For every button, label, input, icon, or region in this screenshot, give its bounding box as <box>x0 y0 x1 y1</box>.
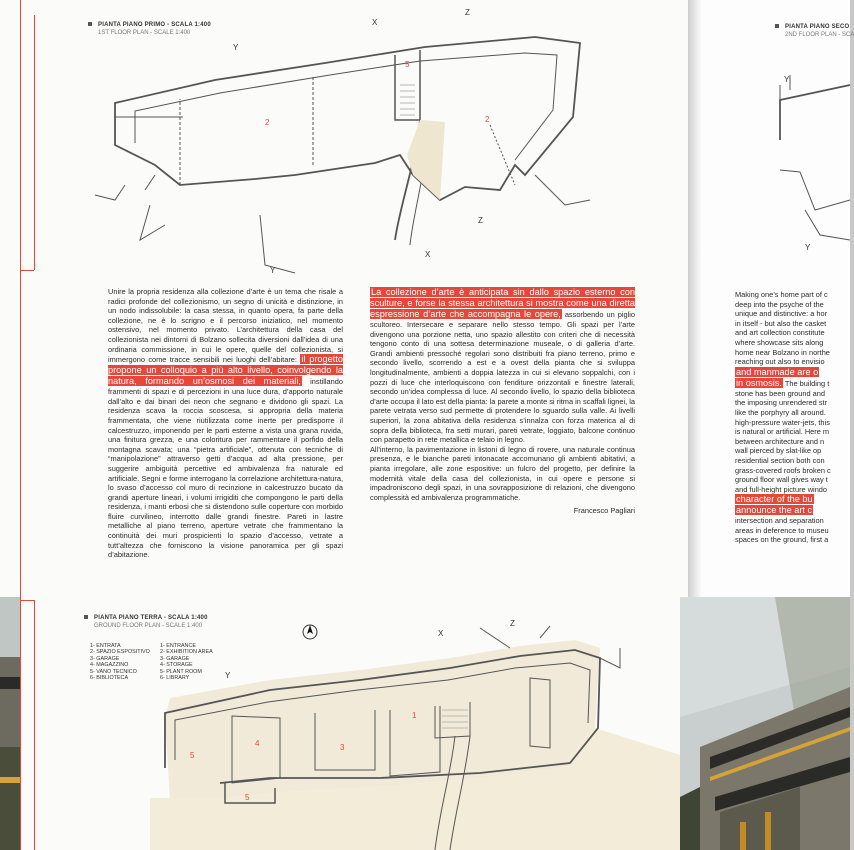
text-line: between architecture and n <box>735 436 825 446</box>
column-2-paragraph-2: All’interno, la pavimentazione in listoni di legno di rovere, una naturale continua presenza, e le bianche pareti intonacate accomunano gli ambienti abitativi, a pianta irregolare, alle zone espositive: un fulcro del progetto, per definire la modernità vitale della casa del collezionista, in cui opere e persone si impadroniscono degli spazi, in una sovrapposizione di relazioni, che divengono complessità ed ambivalenza programmatiche. <box>370 444 635 502</box>
text-highlight: and manmade are o <box>736 366 819 377</box>
margin-marker-line <box>20 600 34 601</box>
legend-item: 4- MAGAZZINO <box>90 662 129 669</box>
text-line: home near Bolzano in northe <box>735 347 830 357</box>
section-marker: X <box>438 629 444 638</box>
margin-marker-line <box>34 600 35 850</box>
header-bullet <box>84 615 88 619</box>
section-marker: Y <box>805 243 811 252</box>
text-line: spaces on the ground, first a <box>735 535 829 545</box>
room-number: 3 <box>340 743 345 752</box>
text-line: wall pierced by slat-like op <box>735 446 822 456</box>
text-line: the imposing unrendered str <box>735 398 828 408</box>
article-column-1 <box>108 287 343 560</box>
section-marker: Z <box>465 8 470 17</box>
legend-item: 3- GARAGE <box>90 655 120 662</box>
header-bullet <box>775 24 779 28</box>
text-line: areas in deference to museu <box>735 525 829 535</box>
legend-item: 1- ENTRANCE <box>160 643 196 649</box>
plan-title: PIANTA PIANO SECO <box>785 24 850 30</box>
legend-item: 2- SPAZIO ESPOSITIVO <box>90 649 150 656</box>
room-number: 5 <box>245 793 250 802</box>
room-number: 5 <box>190 751 195 760</box>
text-line: where showcase sits along <box>735 337 824 347</box>
legend-item: 3- GARAGE <box>160 655 190 662</box>
section-marker: Y <box>233 43 239 52</box>
text-line: like the porphyry all around. <box>735 407 826 417</box>
text-line: ground floor wall gives way t <box>735 475 828 485</box>
legend-item: 6- BIBLIOTECA <box>90 675 129 682</box>
text-line: stone has been ground and <box>735 388 825 398</box>
plan-title: PIANTA PIANO TERRA - SCALA 1:400 <box>94 615 208 621</box>
first-floor-plan-drawing <box>95 8 595 275</box>
building-photo-right <box>680 597 850 850</box>
plan-legend-italian <box>90 643 150 681</box>
text-line: Making one’s home part of c <box>735 290 828 299</box>
text-highlight: in osmosis. <box>736 377 782 388</box>
legend-item: 5- VANO TECNICO <box>90 668 137 675</box>
section-marker: Z <box>478 216 483 225</box>
plan-title: PIANTA PIANO PRIMO - SCALA 1:400 <box>98 22 211 28</box>
section-marker: X <box>425 250 431 259</box>
text-highlight: announce the art c <box>736 505 813 516</box>
second-floor-plan-drawing <box>770 60 850 260</box>
column-1-highlight: il progetto propone un colloquio a più alto livello, coinvolgendo la natura, formando un’osmosi dei materiali, <box>108 354 343 387</box>
column-1-intro: Unire la propria residenza alla collezione d’arte è un tema che risale a radici profonde del collezionismo, un segno di unicità e distinzione, in un nodo indissolubile: la casa stessa, in quanto opera, fa parte della collezione, ne è lo scrigno e il percorso iniziatico, nel momento ostensivo, nel momento privato. L’architettura della casa del collezionista nei dintorni di Bolzano sollecita diversioni dall’idea di una ordinaria commissione, in cui le opere, quelle del collezionista, si immergono come tracce sensibili nei luoghi dell’abitare: <box>108 287 343 365</box>
column-2-body: assorbendo un piglio scultoreo. Intersecare e separare nello stesso tempo. Gli spazi per l’arte divengono una porzione netta, uno spazio allestito con criteri che di necessità tengono conto di una sottesa determinazione museale, o di galleria d’arte. Grandi ambienti pressoché regolari sono distribuiti fra piano terreno, primo e secondo livello, scorrendo a est e a ovest della pianta che si sviluppa longitudinalmente, ambienti a doppia latezza in cui si elevano soppalchi, con i pozzi di luce che interloquiscono con fenditure orizzontali e finestre laterali, secondo un’idea complessa di luce. Al secondo livello, lo spazio della biblioteca d’arte occupa il lato est della pianta: la parete a monte si ritma in scaffali lignei, la parete vetrata verso sud permette di protendere lo sguardo sulla valle. Ai livelli superiori, la zona abitativa della residenza s’innalza con forza materica al di sopra della biblioteca, fra setti murari, pareti vetrate, loggiato, balcone continuo con parapetto in rete metallica e telaio in legno. <box>370 310 635 445</box>
text-line: unique and distinctive: a hor <box>735 309 828 319</box>
text-line: in itself - but also the casket <box>735 318 827 328</box>
article-author: Francesco Pagliari <box>573 506 635 516</box>
plan-subtitle: GROUND FLOOR PLAN - SCALE 1:400 <box>94 623 203 629</box>
section-marker: Y <box>784 75 790 84</box>
section-marker: Z <box>510 619 515 628</box>
english-text-column <box>735 290 847 545</box>
plan-subtitle: 1ST FLOOR PLAN - SCALE 1:400 <box>98 30 191 36</box>
margin-marker-line <box>34 15 35 270</box>
margin-marker-line <box>20 0 21 850</box>
section-marker: Y <box>270 266 276 275</box>
legend-item: 6- LIBRARY <box>160 675 190 682</box>
building-photo-left <box>0 597 20 850</box>
text-line: grass-covered roofs broken c <box>735 465 831 475</box>
room-number: 2 <box>485 115 490 124</box>
room-number: 1 <box>412 711 417 720</box>
text-highlight: character of the bu <box>736 494 813 505</box>
column-1-body: instillando frammenti di spazi e di percezioni in una luce dura, d’apporto naturale dall’alto e dai binari dei neon che segnano e dividono gli spazi. La residenza scava la roccia scoscesa, si appropria della materia frammentata, che viene riutilizzata come inerte per predisporre il calcestruzzo, imponendo per le parti esterne a vista una grana ruvida, una finitura grezza, e una coloritura per rammentare il porfido della montagna scavata; una “pietra artificiale”, ottenuta con tecniche di “manipolazione” attraverso getti d’acqua ad alta pressione, per suggerire ambiguità percettive ed ambivalenza fra naturale ed artificiale. Segni e forme interrogano la correlazione architettura-natura, lo svaso d’accesso col muro di recinzione in calcestruzzo bucato da grandi aperture lineari, i volumi irrigiditi che compongono le parti della residenza, i manti erbosi che si distendono sulle coperture con morbido fluire curvilineo, interrotto dalle grandi finestre. Pareti in lastre metalliche al piano terreno, aperture vetrate che frammentano la continuità dei muri prospicienti lo spazio d’accesso, vetrate a tutt’altezza che forniscono la visione panoramica per gli spazi d’abitazione. <box>108 377 343 560</box>
legend-item: 1- ENTRATA <box>90 643 121 649</box>
text-line: intersection and separation <box>735 516 824 526</box>
header-bullet <box>88 22 92 26</box>
plan-subtitle: 2ND FLOOR PLAN - SCA <box>785 32 854 38</box>
legend-item: 5- PLANT ROOM <box>160 668 202 675</box>
legend-item: 2- EXHIBITION AREA <box>160 649 213 656</box>
text-line: deep into the psyche of the <box>735 299 824 309</box>
section-marker: Y <box>225 671 231 680</box>
second-floor-plan-header <box>775 23 854 39</box>
room-number: 5 <box>405 60 410 69</box>
text-line: and full-height picture windo <box>735 484 828 494</box>
text-line: residential section both con <box>735 455 825 465</box>
text-line: high-pressure water-jets, this <box>735 417 830 427</box>
section-marker: X <box>372 18 378 27</box>
room-number: 4 <box>255 739 260 748</box>
text-line: reaching out also to envisio <box>735 357 825 367</box>
room-number: 2 <box>265 118 270 127</box>
text-line: and art collection constitute <box>735 328 825 338</box>
ground-floor-plan-drawing <box>150 618 690 850</box>
legend-item: 4- STORAGE <box>160 662 193 669</box>
article-column-2 <box>370 287 635 516</box>
column-2-highlight: La collezione d’arte è anticipata sin dallo spazio esterno con sculture, e forse la stessa architettura si mostra come una diretta espressione d’arte che accompagna le opere, <box>370 287 635 319</box>
text-line: The building t <box>784 378 830 388</box>
text-line: is natural or artificial. Here m <box>735 427 830 437</box>
north-arrow-icon <box>303 625 317 639</box>
margin-marker-line <box>20 270 34 271</box>
